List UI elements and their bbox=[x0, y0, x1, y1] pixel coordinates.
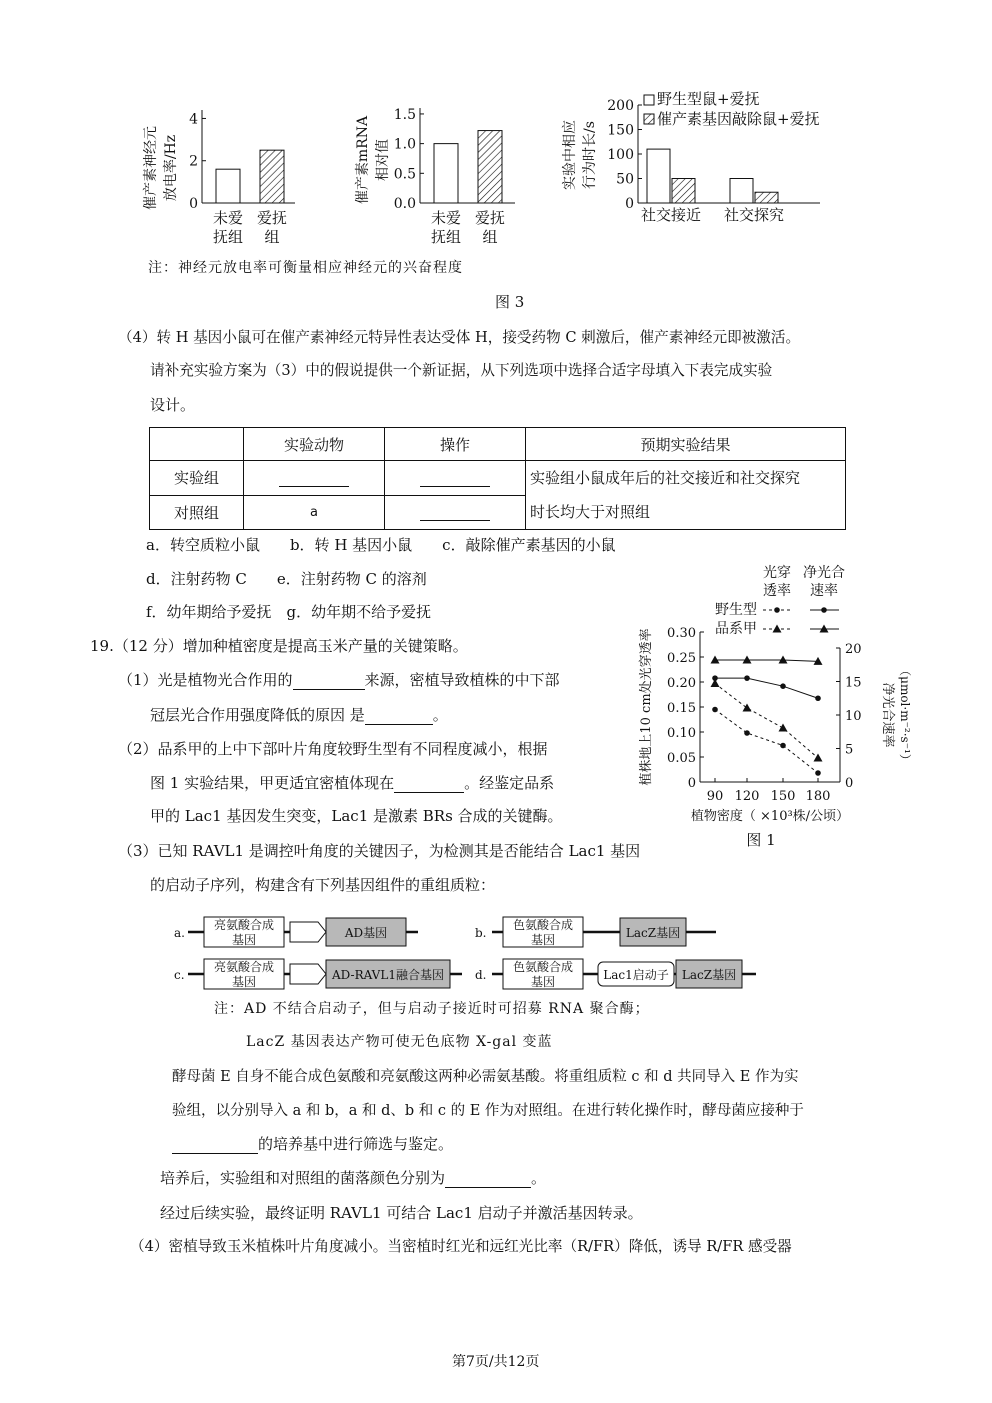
figure-3 bbox=[130, 90, 850, 290]
svg-text:基因: 基因 bbox=[530, 933, 556, 947]
left-tick-label: 0.20 bbox=[667, 676, 696, 691]
exp-operation-blank[interactable] bbox=[385, 461, 526, 496]
c3-ylabel-2: 行为时长/s bbox=[582, 121, 598, 189]
legend-wild: 野生型 bbox=[715, 602, 757, 618]
blank-medium[interactable] bbox=[172, 1137, 258, 1154]
q19-p1-line2: 冠层光合作用强度降低的原因 是 。 bbox=[150, 706, 448, 724]
head-penetration-2: 透率 bbox=[763, 583, 791, 599]
page-footer: 第7页/共12页 bbox=[452, 1354, 540, 1370]
q4-line1: （4）转 H 基因小鼠可在催产素神经元特异性表达受体 H，接受药物 C 刺激后，催产素神经元即被激活。 bbox=[118, 329, 801, 346]
c2-category-label: 抚组 bbox=[430, 228, 462, 246]
series-point bbox=[780, 683, 786, 689]
q19-p2-line2: 图 1 实验结果，甲更适宜密植体现在 。经鉴定品系 bbox=[150, 774, 555, 792]
legend-ko-swatch bbox=[644, 114, 654, 124]
left-axis-label: 植株地上10 cm处光穿透率 bbox=[639, 628, 654, 786]
q19-p6: 经过后续实验，最终证明 RAVL1 可结合 Lac1 启动子并激活基因转录。 bbox=[160, 1204, 643, 1222]
c1-bar bbox=[260, 150, 284, 203]
plasmid-b-label: b. bbox=[475, 926, 487, 940]
plasmid-c-label: c. bbox=[174, 968, 185, 982]
th-result: 预期实验结果 bbox=[526, 428, 846, 461]
plasmid-a-label: a. bbox=[174, 926, 185, 940]
left-tick-label: 0.10 bbox=[667, 726, 696, 741]
series-point bbox=[744, 675, 750, 681]
q4-line3: 设计。 bbox=[150, 396, 196, 414]
head-photosynthesis-2: 速率 bbox=[810, 583, 838, 599]
c1-tick-label: 4 bbox=[189, 111, 198, 128]
svg-text:LacZ基因: LacZ基因 bbox=[681, 968, 737, 982]
promoter-arrow-a bbox=[290, 922, 326, 942]
series-point bbox=[815, 695, 821, 701]
svg-text:基因: 基因 bbox=[530, 975, 556, 989]
row-experiment-label: 实验组 bbox=[150, 461, 244, 496]
left-tick-label: 0.15 bbox=[667, 701, 696, 716]
series-point bbox=[744, 730, 750, 736]
blank-colony-color[interactable] bbox=[445, 1171, 531, 1188]
x-tick-label: 120 bbox=[734, 789, 760, 804]
fig3-chart-1 bbox=[142, 110, 295, 246]
c2-tick-label: 1.5 bbox=[393, 106, 416, 123]
right-axis-label-1: 净光合速率 bbox=[880, 682, 895, 748]
right-tick-label: 10 bbox=[845, 709, 862, 724]
legend-wild-rate-dot bbox=[821, 607, 827, 613]
q19-p1-line1: （1）光是植物光合作用的 来源，密植导致植株的中下部 bbox=[118, 671, 560, 689]
c2-ylabel-2: 相对值 bbox=[375, 139, 391, 181]
q19-p3-line2: 的启动子序列，构建含有下列基因组件的重组质粒： bbox=[150, 876, 496, 894]
q19-p4-line3: 的培养基中进行筛选与鉴定。 bbox=[172, 1134, 453, 1154]
x-axis-label: 植物密度（ ×10³株/公顷） bbox=[690, 809, 850, 824]
series-point bbox=[743, 704, 752, 712]
option-line3: f．幼年期给予爱抚 g．幼年期不给予爱抚 bbox=[146, 603, 432, 621]
series-line bbox=[715, 660, 818, 661]
svg-text:AD-RAVL1融合基因: AD-RAVL1融合基因 bbox=[332, 968, 444, 982]
c2-category-label: 未爱 bbox=[430, 209, 462, 227]
c1-ylabel-2: 放电率/Hz bbox=[163, 134, 179, 202]
c1-tick-label: 2 bbox=[189, 153, 198, 170]
result-line1: 实验组小鼠成年后的社交接近和社交探究 bbox=[530, 469, 801, 487]
head-photosynthesis-1: 净光合 bbox=[803, 565, 845, 581]
q19-p4-line2: 验组，以分别导入 a 和 b，a 和 d、b 和 c 的 E 作为对照组。在进行转化操作时，酵母菌应接种于 bbox=[172, 1103, 804, 1119]
th-operation: 操作 bbox=[385, 428, 526, 461]
c3-bar-ko bbox=[755, 192, 778, 203]
c1-tick-label: 0 bbox=[189, 196, 198, 212]
plasmid-d-label: d. bbox=[475, 968, 487, 982]
c3-bar-wild bbox=[647, 149, 670, 203]
svg-text:LacZ基因: LacZ基因 bbox=[625, 926, 681, 940]
promoter-arrow-c bbox=[290, 964, 326, 984]
q19-p5: 培养后，实验组和对照组的菌落颜色分别为 。 bbox=[160, 1169, 547, 1187]
fig3-chart-2 bbox=[354, 107, 515, 246]
c2-category-label: 爱抚 bbox=[474, 209, 506, 227]
q19-p2-line1: （2）品系甲的上中下部叶片角度较野生型有不同程度减小，根据 bbox=[118, 740, 548, 758]
option-line1: a．转空质粒小鼠 b．转 H 基因小鼠 c．敲除催产素基因的小鼠 bbox=[146, 536, 616, 554]
expected-result bbox=[526, 461, 846, 530]
fig3-caption: 图 3 bbox=[495, 293, 525, 311]
blank-dense-planting[interactable] bbox=[394, 776, 464, 793]
legend-jia-penetration-tri bbox=[773, 625, 782, 633]
right-tick-label: 0 bbox=[845, 776, 854, 791]
legend-jia: 品系甲 bbox=[715, 621, 757, 637]
fig3-chart-3 bbox=[561, 90, 820, 224]
legend-wild: 野生型鼠+爱抚 bbox=[657, 90, 760, 108]
row-control-label: 对照组 bbox=[150, 495, 244, 530]
svg-text:色氨酸合成: 色氨酸合成 bbox=[512, 918, 574, 932]
q4-line2: 请补充实验方案为（3）中的假说提供一个新证据，从下列选项中选择合适字母填入下表完成实验 bbox=[150, 362, 773, 379]
right-axis-label-2: （μmol·m⁻²·s⁻¹） bbox=[898, 664, 912, 766]
svg-text:色氨酸合成: 色氨酸合成 bbox=[512, 960, 574, 974]
c3-ylabel-1: 实验中相应 bbox=[562, 120, 578, 190]
svg-text:基因: 基因 bbox=[231, 975, 257, 989]
c1-bar bbox=[216, 169, 240, 203]
th-empty bbox=[150, 428, 244, 461]
legend-wild-penetration-dot bbox=[774, 607, 780, 613]
exp-animal-blank[interactable] bbox=[244, 461, 385, 496]
c3-tick-label: 100 bbox=[607, 147, 634, 163]
right-tick-label: 20 bbox=[845, 642, 862, 657]
left-tick-label: 0.30 bbox=[667, 626, 696, 641]
q19-p4-line1: 酵母菌 E 自身不能合成色氨酸和亮氨酸这两种必需氨基酸。将重组质粒 c 和 d 共同导入 E 作为实 bbox=[172, 1069, 799, 1085]
x-tick-label: 180 bbox=[805, 789, 831, 804]
c2-bar bbox=[478, 131, 502, 203]
control-operation-blank[interactable] bbox=[385, 495, 526, 530]
series-point bbox=[711, 679, 720, 687]
c2-ylabel-1: 催产素mRNA bbox=[355, 115, 371, 205]
series-point bbox=[712, 707, 718, 713]
series-point bbox=[780, 743, 786, 749]
q19-title: 19.（12 分）增加种植密度是提高玉米产量的关键策略。 bbox=[90, 637, 468, 655]
plasmid-note-2: LacZ 基因表达产物可使无色底物 X-gal 变蓝 bbox=[246, 1034, 553, 1050]
experiment-table bbox=[149, 427, 846, 530]
q19-p7: （4）密植导致玉米植株叶片角度减小。当密植时红光和远红光比率（R/FR）降低，诱导 R/FR 感受器 bbox=[130, 1238, 792, 1255]
legend-wild-swatch bbox=[644, 95, 654, 105]
c3-bar-ko bbox=[672, 179, 695, 204]
right-tick-label: 5 bbox=[845, 742, 854, 758]
c2-category-label: 组 bbox=[482, 228, 498, 246]
c1-category-label: 抚组 bbox=[212, 228, 244, 246]
c3-tick-label: 200 bbox=[607, 98, 634, 114]
x-tick-label: 150 bbox=[770, 789, 796, 804]
fig3-note: 注：神经元放电率可衡量相应神经元的兴奋程度 bbox=[148, 260, 463, 276]
c3-tick-label: 50 bbox=[616, 171, 634, 188]
left-tick-label: 0 bbox=[687, 776, 696, 791]
c3-category-label: 社交接近 bbox=[640, 206, 702, 224]
svg-text:亮氨酸合成: 亮氨酸合成 bbox=[213, 960, 275, 974]
left-tick-label: 0.25 bbox=[667, 651, 696, 666]
c2-tick-label: 0.5 bbox=[393, 166, 416, 183]
svg-text:Lac1启动子: Lac1启动子 bbox=[603, 968, 669, 982]
svg-text:亮氨酸合成: 亮氨酸合成 bbox=[213, 918, 275, 932]
blank-reason[interactable] bbox=[365, 708, 433, 725]
c1-category-label: 爱抚 bbox=[256, 209, 288, 227]
option-line2: d．注射药物 C e．注射药物 C 的溶剂 bbox=[146, 570, 427, 588]
right-tick-label: 15 bbox=[845, 675, 862, 691]
legend-ko: 催产素基因敲除鼠+爱抚 bbox=[657, 110, 820, 128]
plasmid-note-1: 注：AD 不结合启动子，但与启动子接近时可招募 RNA 聚合酶； bbox=[214, 1001, 650, 1017]
q19-p3-line1: （3）已知 RAVL1 是调控叶角度的关键因子，为检测其是否能结合 Lac1 基因 bbox=[118, 842, 641, 860]
series-point bbox=[779, 724, 788, 732]
c2-bar bbox=[434, 144, 458, 203]
x-tick-label: 90 bbox=[706, 789, 724, 804]
c3-tick-label: 150 bbox=[607, 122, 634, 139]
c3-bar-wild bbox=[730, 179, 753, 204]
figure-1 bbox=[620, 555, 920, 855]
series-point bbox=[814, 754, 823, 762]
svg-text:基因: 基因 bbox=[231, 933, 257, 947]
c2-tick-label: 0.0 bbox=[393, 196, 416, 212]
blank-light-role[interactable] bbox=[293, 673, 365, 690]
c1-category-label: 未爱 bbox=[212, 209, 244, 227]
c1-category-label: 组 bbox=[264, 228, 280, 246]
series-point bbox=[815, 770, 821, 776]
fig1-caption: 图 1 bbox=[746, 831, 776, 849]
svg-text:AD基因: AD基因 bbox=[344, 926, 388, 940]
c1-ylabel-1: 催产素神经元 bbox=[143, 126, 159, 210]
control-animal: a bbox=[244, 495, 385, 530]
c3-tick-label: 0 bbox=[625, 196, 634, 212]
plasmid-diagram bbox=[170, 910, 770, 990]
c3-category-label: 社交探究 bbox=[723, 206, 785, 224]
head-penetration-1: 光穿 bbox=[763, 565, 791, 581]
th-animal: 实验动物 bbox=[244, 428, 385, 461]
q19-p2-line3: 甲的 Lac1 基因发生突变，Lac1 是激素 BRs 合成的关键酶。 bbox=[150, 807, 563, 825]
result-line2: 时长均大于对照组 bbox=[530, 503, 651, 521]
c2-tick-label: 1.0 bbox=[393, 136, 416, 153]
left-tick-label: 0.05 bbox=[667, 751, 696, 766]
